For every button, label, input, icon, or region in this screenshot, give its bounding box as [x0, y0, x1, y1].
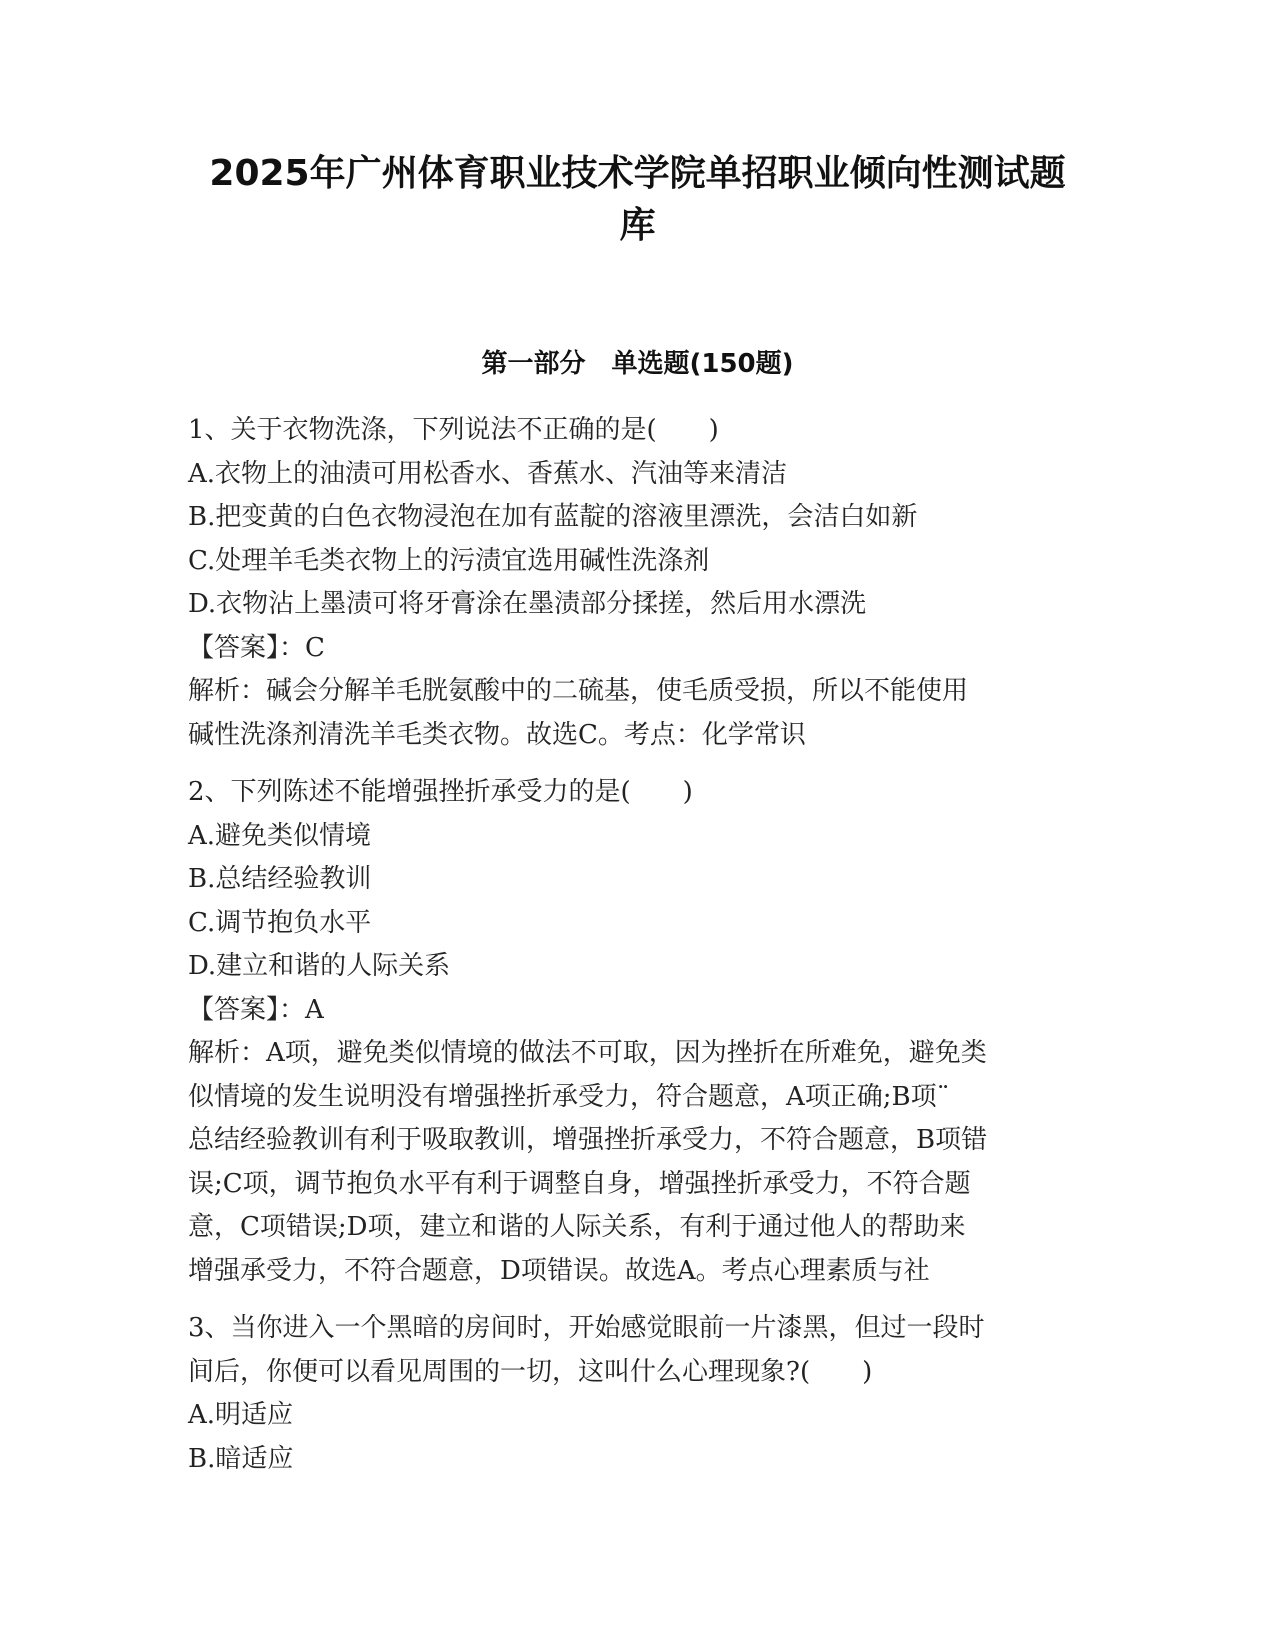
option-a: A.避免类似情境 — [188, 820, 372, 851]
document-title — [170, 148, 1105, 252]
question-stem: 间后，你便可以看见周围的一切，这叫什么心理现象?( ) — [188, 1356, 873, 1387]
option-a: A.衣物上的油渍可用松香水、香蕉水、汽油等来清洁 — [188, 458, 788, 489]
analysis-line: 总结经验教训有利于吸取教训，增强挫折承受力，不符合题意，B项错 — [188, 1125, 988, 1155]
analysis-line: 意，C项错误;D项，建立和谐的人际关系，有利于通过他人的帮助来 — [188, 1212, 966, 1242]
analysis-line: 似情境的发生说明没有增强挫折承受力，符合题意，A项正确;B项¨ — [188, 1081, 950, 1112]
question-stem: 2、下列陈述不能增强挫折承受力的是( ) — [188, 777, 693, 807]
question-block — [188, 1307, 1088, 1481]
analysis-line: 碱性洗涤剂清洗羊毛类衣物。故选C。考点：化学常识 — [188, 719, 806, 750]
analysis-line: 误;C项，调节抱负水平有利于调整自身，增强挫折承受力，不符合题 — [188, 1168, 971, 1199]
question-list — [188, 409, 1088, 1481]
option-a: A.明适应 — [188, 1400, 294, 1430]
answer-line: 【答案】：C — [188, 632, 325, 663]
question-block — [188, 771, 1088, 1293]
answer-line: 【答案】：A — [188, 994, 324, 1025]
question-stem: 1、关于衣物洗涤，下列说法不正确的是( ) — [188, 415, 719, 445]
analysis-line: 增强承受力，不符合题意，D项错误。故选A。考点心理素质与社 — [188, 1255, 930, 1286]
question-stem: 3、当你进入一个黑暗的房间时，开始感觉眼前一片漆黑，但过一段时 — [188, 1313, 985, 1343]
analysis-line: 解析：A项，避免类似情境的做法不可取，因为挫折在所难免，避免类 — [188, 1038, 987, 1068]
question-block — [188, 409, 1088, 757]
option-d: D.衣物沾上墨渍可将牙膏涂在墨渍部分揉搓，然后用水漂洗 — [188, 589, 867, 619]
analysis-line: 解析：碱会分解羊毛胱氨酸中的二硫基，使毛质受损，所以不能使用 — [188, 676, 969, 706]
option-c: C.调节抱负水平 — [188, 907, 372, 938]
option-d: D.建立和谐的人际关系 — [188, 951, 451, 981]
option-b: B.暗适应 — [188, 1443, 294, 1474]
option-c: C.处理羊毛类衣物上的污渍宜选用碱性洗涤剂 — [188, 545, 710, 576]
section-heading: 第一部分 单选题(150题) — [481, 349, 794, 379]
title-line-2: 库 — [619, 205, 656, 246]
option-b: B.把变黄的白色衣物浸泡在加有蓝靛的溶液里漂洗，会洁白如新 — [188, 502, 918, 532]
option-b: B.总结经验教训 — [188, 864, 372, 894]
title-line-1: 2025年广州体育职业技术学院单招职业倾向性测试题 — [209, 153, 1066, 194]
